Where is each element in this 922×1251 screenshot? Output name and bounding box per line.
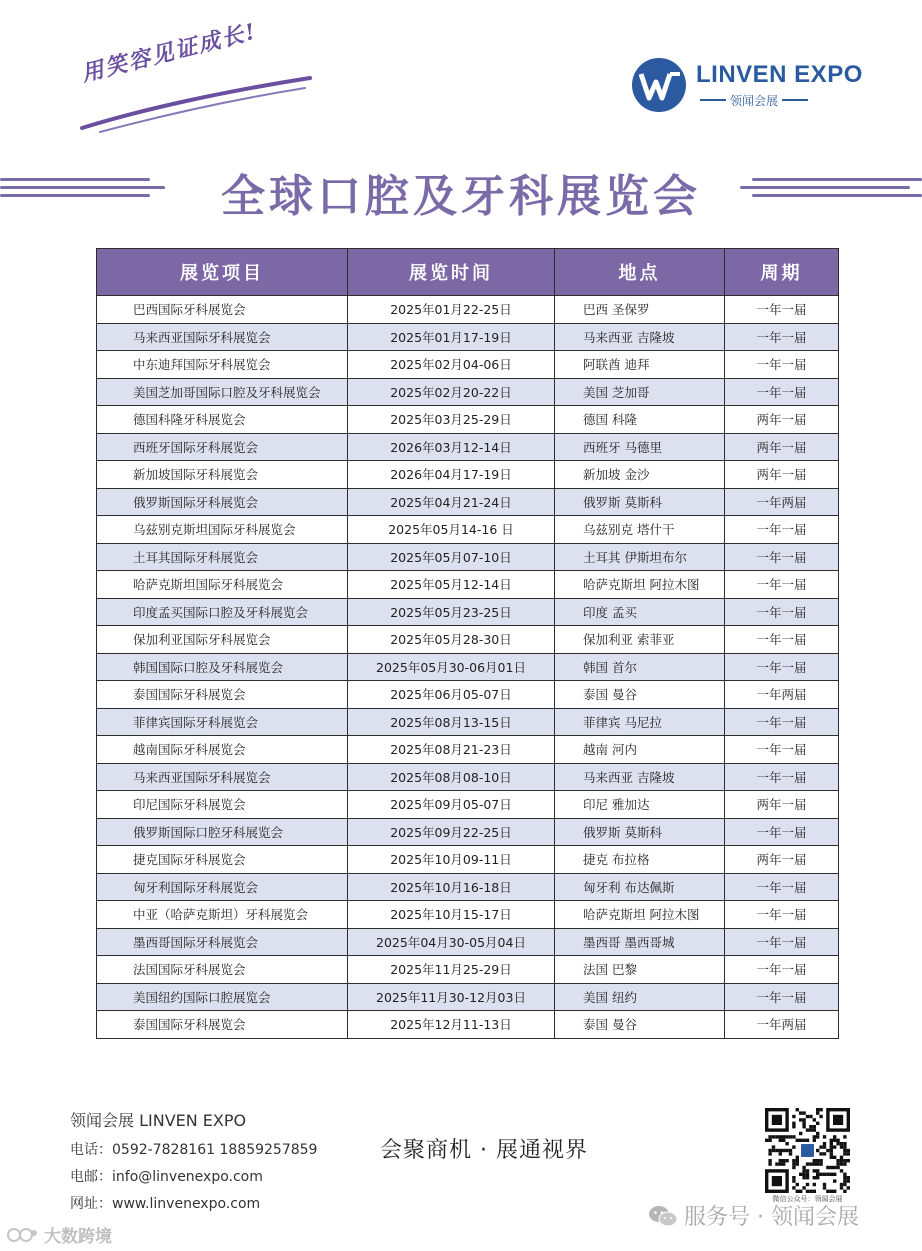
cell-date: 2025年01月17-19日 — [348, 323, 555, 351]
cell-location: 保加利亚 索菲亚 — [555, 626, 725, 654]
cell-date: 2025年09月05-07日 — [348, 791, 555, 819]
table-row — [97, 846, 839, 874]
footer-company: 领闻会展 LINVEN EXPO — [70, 1111, 247, 1130]
page-title: 全球口腔及牙科展览会 — [221, 171, 701, 222]
header-location: 地点 — [555, 249, 725, 296]
cell-cycle: 一年一届 — [725, 818, 839, 846]
title-right-deco — [752, 178, 922, 202]
cell-location: 越南 河内 — [555, 736, 725, 764]
table-row — [97, 1011, 839, 1039]
cell-location: 泰国 曼谷 — [555, 1011, 725, 1039]
cell-name: 土耳其国际牙科展览会 — [97, 543, 348, 571]
cell-name: 越南国际牙科展览会 — [97, 736, 348, 764]
cell-date: 2026年03月12-14日 — [348, 433, 555, 461]
table-row — [97, 488, 839, 516]
cell-cycle: 一年一届 — [725, 296, 839, 324]
watermark-brand — [6, 1222, 112, 1247]
table-row — [97, 901, 839, 929]
table-row — [97, 983, 839, 1011]
cell-location: 匈牙利 布达佩斯 — [555, 873, 725, 901]
qr-caption: 微信公众号：领闻会展 — [772, 1195, 843, 1203]
header-date: 展览时间 — [348, 249, 555, 296]
table-row — [97, 351, 839, 379]
footer-phone: 电话：0592-7828161 18859257859 — [70, 1142, 318, 1158]
cell-name: 韩国国际口腔及牙科展览会 — [97, 653, 348, 681]
cell-name: 乌兹别克斯坦国际牙科展览会 — [97, 516, 348, 544]
cell-cycle: 一年两届 — [725, 1011, 839, 1039]
cell-cycle: 一年一届 — [725, 323, 839, 351]
cell-cycle: 一年一届 — [725, 653, 839, 681]
linven-logo — [630, 56, 863, 114]
cell-cycle: 一年一届 — [725, 351, 839, 379]
cell-location: 巴西 圣保罗 — [555, 296, 725, 324]
cell-cycle: 一年一届 — [725, 763, 839, 791]
footer-email: 电邮：info@linvenexpo.com — [70, 1169, 263, 1185]
cell-name: 美国纽约国际口腔展览会 — [97, 983, 348, 1011]
table-row — [97, 296, 839, 324]
cell-date: 2025年10月16-18日 — [348, 873, 555, 901]
footer-tagline: 会聚商机 · 展通视界 — [380, 1138, 588, 1163]
cell-cycle: 一年一届 — [725, 901, 839, 929]
header-cycle: 周期 — [725, 249, 839, 296]
cell-location: 俄罗斯 莫斯科 — [555, 488, 725, 516]
table-row — [97, 598, 839, 626]
cell-name: 西班牙国际牙科展览会 — [97, 433, 348, 461]
table-row — [97, 653, 839, 681]
cell-location: 韩国 首尔 — [555, 653, 725, 681]
cell-date: 2025年05月14-16 日 — [348, 516, 555, 544]
cell-name: 俄罗斯国际牙科展览会 — [97, 488, 348, 516]
cell-date: 2025年05月12-14日 — [348, 571, 555, 599]
cell-cycle: 一年一届 — [725, 378, 839, 406]
cell-date: 2025年05月07-10日 — [348, 543, 555, 571]
table-row — [97, 406, 839, 434]
cell-location: 美国 芝加哥 — [555, 378, 725, 406]
cell-date: 2025年03月25-29日 — [348, 406, 555, 434]
cell-date: 2025年09月22-25日 — [348, 818, 555, 846]
cell-location: 印尼 雅加达 — [555, 791, 725, 819]
table-row — [97, 956, 839, 984]
table-row — [97, 763, 839, 791]
cell-cycle: 两年一届 — [725, 846, 839, 874]
cell-location: 法国 巴黎 — [555, 956, 725, 984]
cell-location: 西班牙 马德里 — [555, 433, 725, 461]
cell-name: 墨西哥国际牙科展览会 — [97, 928, 348, 956]
cell-cycle: 一年一届 — [725, 543, 839, 571]
slogan: 用笑容见证成长! — [78, 18, 260, 88]
table-row — [97, 928, 839, 956]
cell-cycle: 一年一届 — [725, 956, 839, 984]
cell-location: 德国 科隆 — [555, 406, 725, 434]
cell-date: 2025年05月23-25日 — [348, 598, 555, 626]
cell-name: 俄罗斯国际口腔牙科展览会 — [97, 818, 348, 846]
cell-name: 中亚（哈萨克斯坦）牙科展览会 — [97, 901, 348, 929]
cell-cycle: 一年一届 — [725, 571, 839, 599]
table-row — [97, 873, 839, 901]
cell-date: 2025年06月05-07日 — [348, 681, 555, 709]
cell-location: 乌兹别克 塔什干 — [555, 516, 725, 544]
cell-date: 2025年10月09-11日 — [348, 846, 555, 874]
table-row — [97, 378, 839, 406]
cell-date: 2025年04月21-24日 — [348, 488, 555, 516]
logo-subtitle: 领闻会展 — [730, 93, 779, 108]
cell-location: 新加坡 金沙 — [555, 461, 725, 489]
cell-name: 哈萨克斯坦国际牙科展览会 — [97, 571, 348, 599]
contact-info — [70, 1108, 317, 1220]
cell-name: 巴西国际牙科展览会 — [97, 296, 348, 324]
cell-name: 马来西亚国际牙科展览会 — [97, 323, 348, 351]
cell-name: 保加利亚国际牙科展览会 — [97, 626, 348, 654]
cell-cycle: 一年一届 — [725, 983, 839, 1011]
cell-location: 泰国 曼谷 — [555, 681, 725, 709]
table-row — [97, 681, 839, 709]
cell-name: 印度孟买国际口腔及牙科展览会 — [97, 598, 348, 626]
cell-name: 马来西亚国际牙科展览会 — [97, 763, 348, 791]
exhibition-table — [96, 248, 838, 1039]
cell-cycle: 一年一届 — [725, 873, 839, 901]
cell-location: 哈萨克斯坦 阿拉木图 — [555, 901, 725, 929]
cell-name: 匈牙利国际牙科展览会 — [97, 873, 348, 901]
watermark-logo-icon — [6, 1225, 40, 1245]
cell-name: 新加坡国际牙科展览会 — [97, 461, 348, 489]
cell-name: 美国芝加哥国际口腔及牙科展览会 — [97, 378, 348, 406]
cell-cycle: 一年一届 — [725, 708, 839, 736]
cell-date: 2025年02月04-06日 — [348, 351, 555, 379]
cell-name: 德国科隆牙科展览会 — [97, 406, 348, 434]
table-header-row — [97, 249, 839, 296]
cell-date: 2025年01月22-25日 — [348, 296, 555, 324]
cell-date: 2025年05月30-06月01日 — [348, 653, 555, 681]
cell-cycle: 两年一届 — [725, 433, 839, 461]
cell-date: 2025年11月25-29日 — [348, 956, 555, 984]
watermark-right-text: 服务号 · 领闻会展 — [684, 1205, 859, 1230]
cell-location: 土耳其 伊斯坦布尔 — [555, 543, 725, 571]
cell-location: 马来西亚 吉隆坡 — [555, 323, 725, 351]
table-row — [97, 461, 839, 489]
cell-cycle: 一年一届 — [725, 516, 839, 544]
logo-w-icon — [630, 56, 688, 114]
table-row — [97, 323, 839, 351]
header-name: 展览项目 — [97, 249, 348, 296]
cell-date: 2025年08月13-15日 — [348, 708, 555, 736]
cell-location: 捷克 布拉格 — [555, 846, 725, 874]
cell-date: 2025年11月30-12月03日 — [348, 983, 555, 1011]
watermark-left-text: 大数跨境 — [44, 1227, 112, 1247]
cell-date: 2026年04月17-19日 — [348, 461, 555, 489]
table-row — [97, 791, 839, 819]
cell-date: 2025年12月11-13日 — [348, 1011, 555, 1039]
cell-cycle: 一年两届 — [725, 681, 839, 709]
cell-location: 阿联酋 迪拜 — [555, 351, 725, 379]
cell-name: 泰国国际牙科展览会 — [97, 1011, 348, 1039]
table-row — [97, 818, 839, 846]
cell-cycle: 两年一届 — [725, 791, 839, 819]
table-row — [97, 543, 839, 571]
cell-date: 2025年10月15-17日 — [348, 901, 555, 929]
watermark-service-account — [648, 1200, 859, 1231]
cell-name: 法国国际牙科展览会 — [97, 956, 348, 984]
cell-cycle: 两年一届 — [725, 461, 839, 489]
cell-cycle: 一年一届 — [725, 598, 839, 626]
cell-name: 中东迪拜国际牙科展览会 — [97, 351, 348, 379]
cell-location: 菲律宾 马尼拉 — [555, 708, 725, 736]
cell-location: 俄罗斯 莫斯科 — [555, 818, 725, 846]
cell-date: 2025年04月30-05月04日 — [348, 928, 555, 956]
cell-location: 马来西亚 吉隆坡 — [555, 763, 725, 791]
table-row — [97, 708, 839, 736]
cell-name: 菲律宾国际牙科展览会 — [97, 708, 348, 736]
footer-website: 网址：www.linvenexpo.com — [70, 1196, 261, 1212]
cell-name: 印尼国际牙科展览会 — [97, 791, 348, 819]
table-row — [97, 516, 839, 544]
cell-cycle: 一年一届 — [725, 736, 839, 764]
logo-name: LINVEN EXPO — [696, 60, 863, 88]
cell-date: 2025年05月28-30日 — [348, 626, 555, 654]
wechat-icon — [648, 1204, 678, 1228]
cell-date: 2025年02月20-22日 — [348, 378, 555, 406]
cell-cycle: 一年一届 — [725, 928, 839, 956]
qr-code-icon — [765, 1108, 850, 1193]
cell-cycle: 一年一届 — [725, 626, 839, 654]
table-row — [97, 736, 839, 764]
cell-location: 哈萨克斯坦 阿拉木图 — [555, 571, 725, 599]
cell-cycle: 两年一届 — [725, 406, 839, 434]
cell-name: 泰国国际牙科展览会 — [97, 681, 348, 709]
cell-date: 2025年08月08-10日 — [348, 763, 555, 791]
table-row — [97, 626, 839, 654]
cell-name: 捷克国际牙科展览会 — [97, 846, 348, 874]
cell-cycle: 一年两届 — [725, 488, 839, 516]
table-row — [97, 571, 839, 599]
cell-date: 2025年08月21-23日 — [348, 736, 555, 764]
cell-location: 墨西哥 墨西哥城 — [555, 928, 725, 956]
cell-location: 印度 孟买 — [555, 598, 725, 626]
cell-location: 美国 纽约 — [555, 983, 725, 1011]
table-row — [97, 433, 839, 461]
